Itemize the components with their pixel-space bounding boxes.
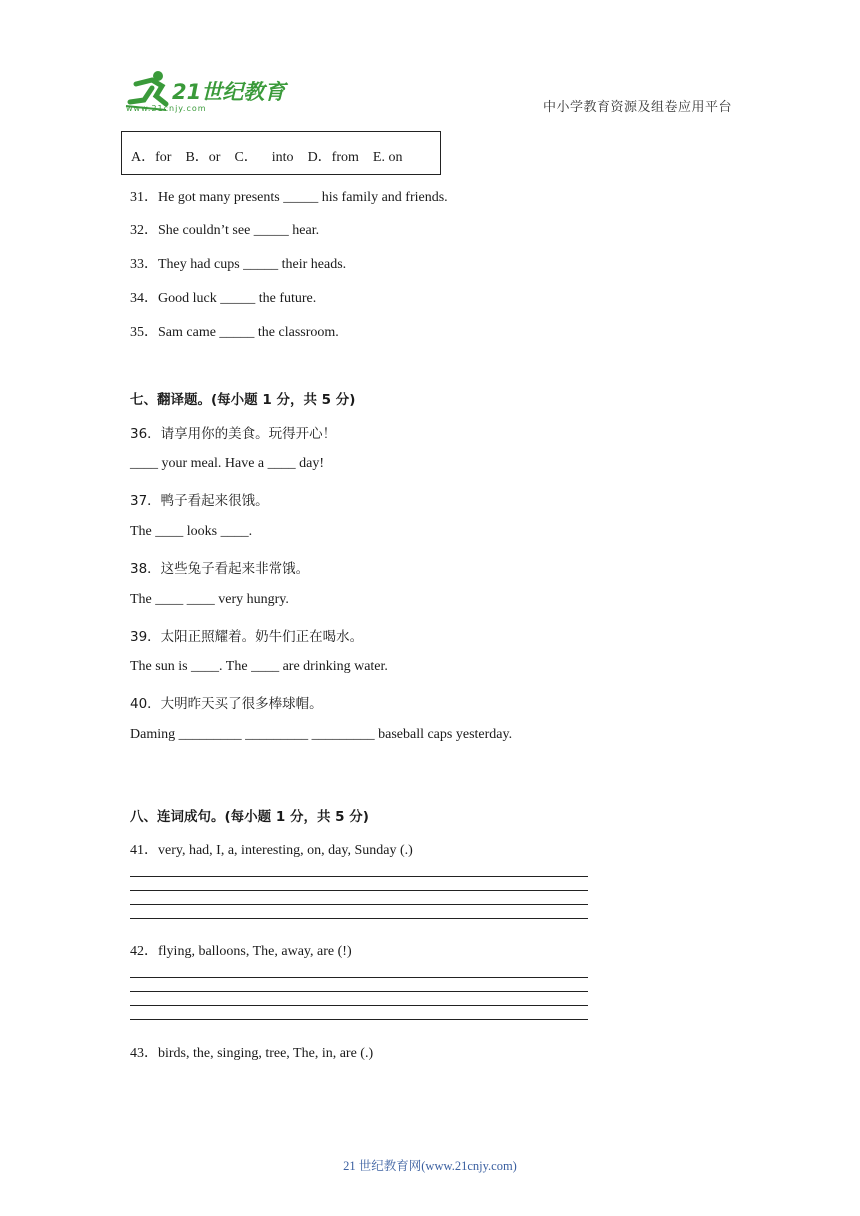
answer-line (130, 1005, 588, 1006)
question-39-english: The sun is ____. The ____ are drinking water. (130, 659, 388, 674)
question-41: 41．very, had, I, a, interesting, on, day, Sunday (.) (130, 843, 413, 858)
option-d: D．from (307, 150, 359, 165)
logo-url: www.21cnjy.com (126, 104, 207, 113)
platform-title: 中小学教育资源及组卷应用平台 (542, 100, 732, 115)
answer-line (130, 977, 588, 978)
question-37-chinese: 37．鸭子看起来很饿。 (130, 493, 269, 509)
question-36-chinese: 36．请享用你的美食。玩得开心！ (130, 426, 337, 442)
question-40-chinese: 40．大明昨天买了很多棒球帽。 (130, 696, 323, 712)
page-footer: 21 世纪教育网(www.21cnjy.com) (343, 1159, 517, 1173)
section-heading-8: 八、连词成句。(每小题 1 分，共 5 分) (130, 809, 369, 825)
question-36-english: ____ your meal. Have a ____ day! (130, 456, 324, 471)
answer-line (130, 890, 588, 891)
options-row (131, 146, 416, 166)
question-42: 42．flying, balloons, The, away, are (!) (130, 944, 352, 959)
question-39-chinese: 39．太阳正照耀着。奶牛们正在喝水。 (130, 629, 364, 645)
question-31: 31．He got many presents _____ his family and friends. (130, 190, 448, 205)
question-37-english: The ____ looks ____. (130, 524, 253, 539)
options-box (121, 131, 441, 175)
answer-line (130, 904, 588, 905)
question-32: 32．She couldn’t see _____ hear. (130, 223, 320, 238)
answer-line (130, 918, 588, 919)
answer-line (130, 876, 588, 877)
answer-line (130, 1019, 588, 1020)
site-logo (122, 70, 292, 116)
option-c: C． (234, 150, 258, 165)
answer-line (130, 991, 588, 992)
option-e: E. on (372, 150, 403, 165)
option-b: B．or (185, 150, 221, 165)
question-40-english: Daming _________ _________ _________ baseball caps yesterday. (130, 727, 513, 742)
option-c-word: into (271, 150, 294, 165)
section-heading-7: 七、翻译题。(每小题 1 分，共 5 分) (130, 392, 356, 408)
question-38-english: The ____ ____ very hungry. (130, 592, 289, 607)
question-34: 34．Good luck _____ the future. (130, 291, 317, 306)
question-38-chinese: 38．这些兔子看起来非常饿。 (130, 561, 310, 577)
question-43: 43．birds, the, singing, tree, The, in, are (.) (130, 1046, 374, 1061)
question-33: 33．They had cups _____ their heads. (130, 257, 347, 272)
option-a: A．for (131, 150, 172, 165)
logo-text: 21世纪教育 (172, 80, 286, 104)
question-35: 35．Sam came _____ the classroom. (130, 325, 339, 340)
